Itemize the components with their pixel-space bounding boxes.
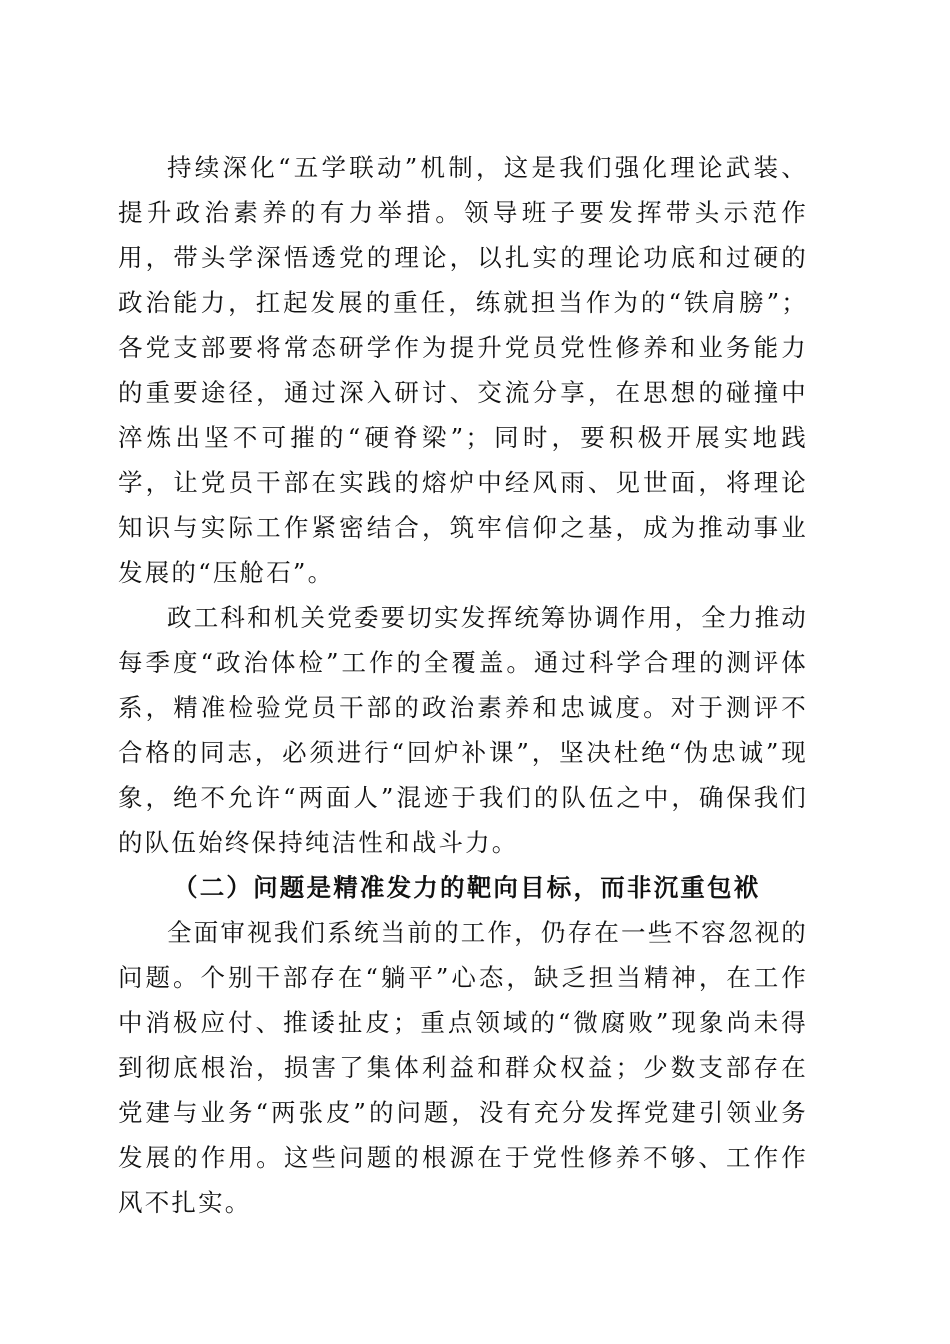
document-body (118, 145, 808, 1225)
body-paragraph: 全面审视我们系统当前的工作，仍存在一些不容忽视的问题。个别干部存在“躺平”心态，缺乏担当精神，在工作中消极应付、推诿扯皮；重点领域的“微腐败”现象尚未得到彻底根治，损害了集体利益和群众权益；少数支部存在党建与业务“两张皮”的问题，没有充分发挥党建引领业务发展的作用。这些问题的根源在于党性修养不够、工作作风不扎实。 (118, 918, 808, 1217)
body-paragraph: 政工科和机关党委要切实发挥统筹协调作用，全力推动每季度“政治体检”工作的全覆盖。通过科学合理的测评体系，精准检验党员干部的政治素养和忠诚度。对于测评不合格的同志，必须进行“回炉补课”，坚决杜绝“伪忠诚”现象，绝不允许“两面人”混迹于我们的队伍之中，确保我们的队伍始终保持纯洁性和战斗力。 (118, 603, 808, 857)
section-heading: （二）问题是精准发力的靶向目标，而非沉重包袱 (173, 873, 761, 902)
body-paragraph: 持续深化“五学联动”机制，这是我们强化理论武装、提升政治素养的有力举措。领导班子要发挥带头示范作用，带头学深悟透党的理论，以扎实的理论功底和过硬的政治能力，扛起发展的重任，练就担当作为的“铁肩膀”；各党支部要将常态研学作为提升党员党性修养和业务能力的重要途径，通过深入研讨、交流分享，在思想的碰撞中淬炼出坚不可摧的“硬脊梁”；同时，要积极开展实地践学，让党员干部在实践的熔炉中经风雨、见世面，将理论知识与实际工作紧密结合，筑牢信仰之基，成为推动事业发展的“压舱石”。 (118, 153, 808, 587)
